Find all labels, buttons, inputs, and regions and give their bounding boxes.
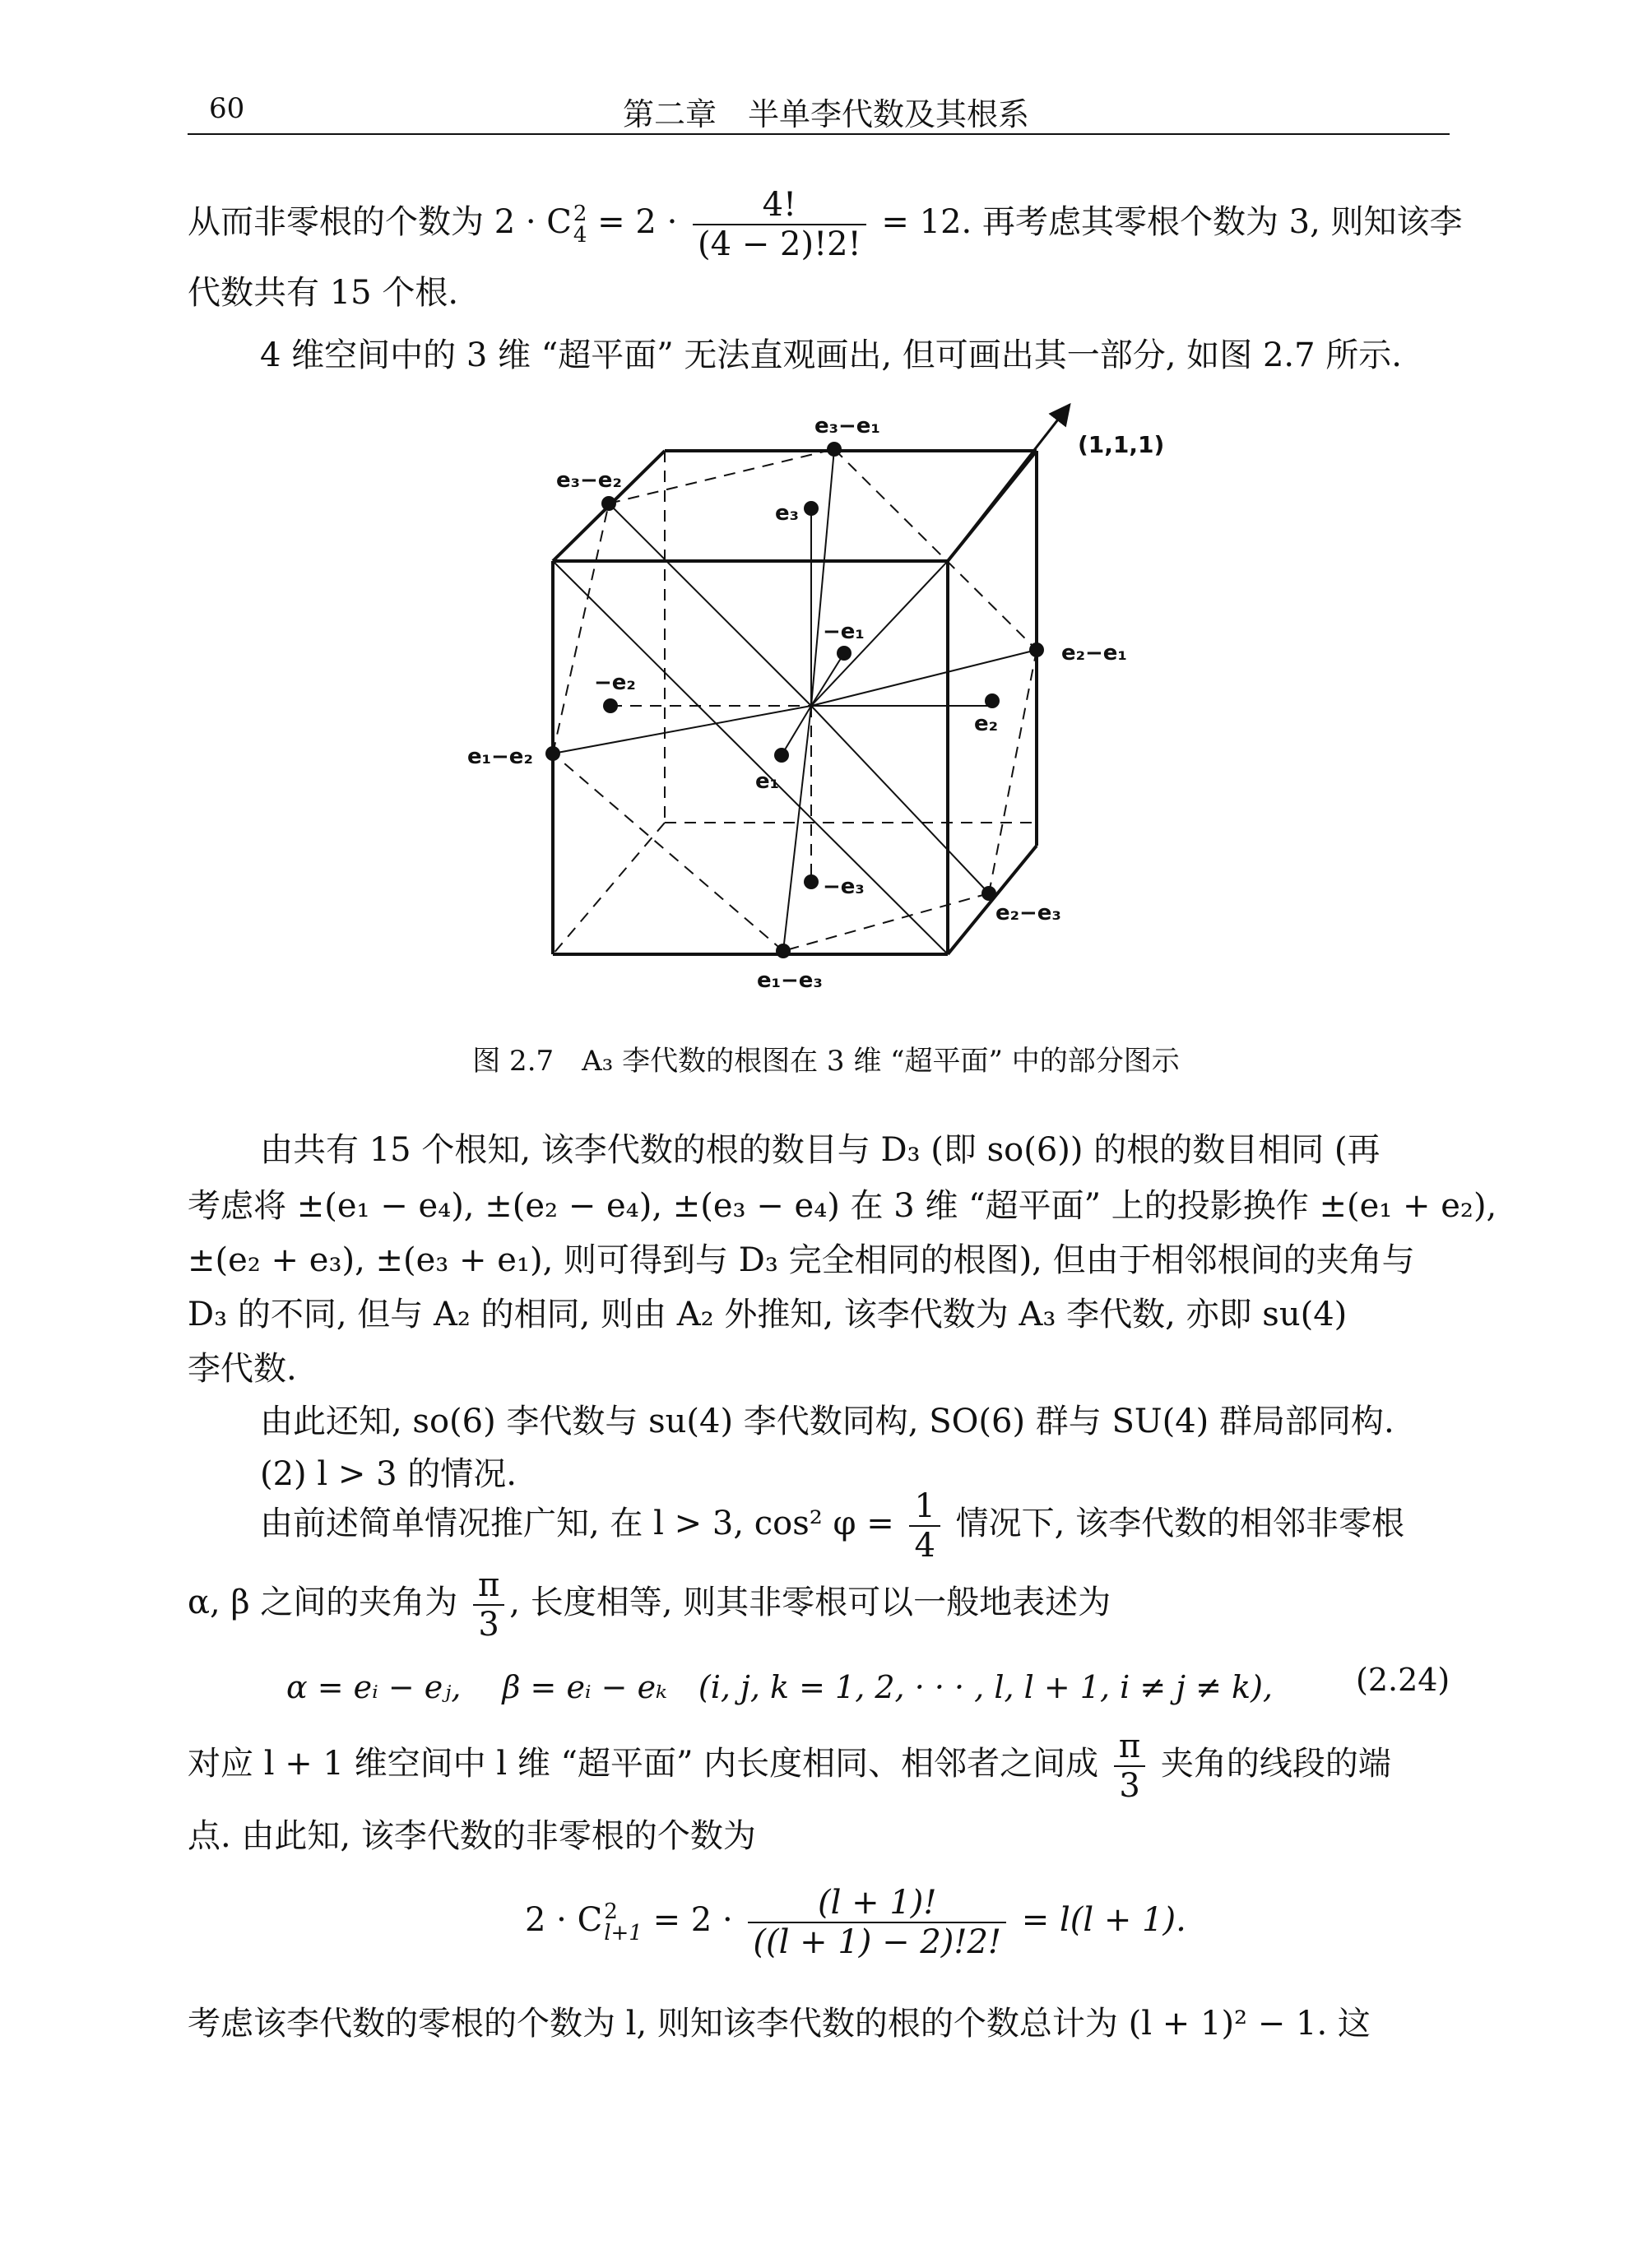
- label-e3-minus-e1: e₃−e₁: [814, 414, 880, 438]
- page-number: 60: [209, 92, 245, 125]
- paragraph-9: 考虑该李代数的零根的个数为 l, 则知该李代数的根的个数总计为 (l + 1)² − 1. 这: [188, 2005, 1371, 2043]
- point-e1-minus-e2: [545, 746, 560, 761]
- point-e2-minus-e3: [981, 886, 996, 901]
- paragraph-1-line-1: 从而非零根的个数为 2 · C 2 4 = 2 · $\frac{4!}{(4 - 2)!2!}$ = 12. 再考虑其零根个数为 3, 则知该李: [188, 186, 1463, 263]
- equation-count: 2 · C 2 l+1 = 2 · $\frac{(l + 1)!}{((l + 1) - 2)!2!}$ = l(l + 1).: [525, 1884, 1186, 1961]
- paragraph-8-line-2: 点. 由此知, 该李代数的非零根的个数为: [188, 1817, 756, 1855]
- point-e3-minus-e2: [601, 496, 616, 511]
- paragraph-4: 由此还知, so(6) 李代数与 su(4) 李代数同构, SO(6) 群与 SU(4) 群局部同构.: [260, 1403, 1394, 1440]
- paragraph-3-line-1: 由共有 15 个根知, 该李代数的根的数目与 D₃ (即 so(6)) 的根的数目相同 (再: [260, 1131, 1381, 1169]
- point-e3-minus-e1: [827, 442, 842, 457]
- paragraph-3-line-2: 考虑将 ±(e₁ − e₄), ±(e₂ − e₄), ±(e₃ − e₄) 在 3 维 “超平面” 上的投影换作 ±(e₁ + e₂),: [188, 1187, 1497, 1225]
- fraction: $\frac{\pi}{3}$: [1114, 1728, 1145, 1805]
- root-diagram-figure: [444, 395, 1201, 1004]
- label-minus-e3: −e₃: [823, 874, 865, 899]
- label-e1-minus-e2: e₁−e₂: [467, 744, 533, 769]
- fraction: $\frac{4!}{(4 - 2)!2!}$: [693, 186, 866, 263]
- label-e3-minus-e2: e₃−e₂: [556, 468, 622, 493]
- paragraph-3-line-3: ±(e₂ + e₃), ±(e₃ + e₁), 则可得到与 D₃ 完全相同的根图), 但由于相邻根间的夹角与: [188, 1241, 1415, 1279]
- paragraph-2: 4 维空间中的 3 维 “超平面” 无法直观画出, 但可画出其一部分, 如图 2.7 所示.: [260, 336, 1402, 374]
- equation-2-24: α = eᵢ − eⱼ, β = eᵢ − eₖ (i, j, k = 1, 2, · · · , l, l + 1, i ≠ j ≠ k),: [286, 1669, 1273, 1705]
- equation-2-24-tag: (2.24): [1356, 1662, 1450, 1698]
- figure-caption: 图 2.7 A₃ 李代数的根图在 3 维 “超平面” 中的部分图示: [472, 1045, 1180, 1078]
- label-e2-minus-e3: e₂−e₃: [995, 901, 1061, 925]
- point-e1-minus-e3: [776, 944, 791, 958]
- paragraph-1-line-2: 代数共有 15 个根.: [188, 274, 459, 312]
- point-e2: [985, 693, 1000, 708]
- label-e2: e₂: [974, 712, 999, 736]
- point-e3: [804, 501, 819, 516]
- paragraph-7: α, β 之间的夹角为 $\frac{\pi}{3}$ , 长度相等, 则其非零根可以一般地表述为: [188, 1566, 1111, 1644]
- fraction: $\frac{\pi}{3}$: [473, 1566, 504, 1644]
- point-e1: [774, 748, 789, 763]
- fraction: $\frac{(l + 1)!}{((l + 1) - 2)!2!}$: [748, 1884, 1006, 1961]
- paragraph-3-line-5: 李代数.: [188, 1350, 297, 1388]
- label-e3: e₃: [775, 501, 800, 526]
- paragraph-6: 由前述简单情况推广知, 在 l > 3, cos² φ = $\frac{1}{4}$ 情况下, 该李代数的相邻非零根: [260, 1487, 1405, 1565]
- paragraph-3-line-4: D₃ 的不同, 但与 A₂ 的相同, 则由 A₂ 外推知, 该李代数为 A₃ 李代数, 亦即 su(4): [188, 1296, 1348, 1333]
- label-minus-e1: −e₁: [823, 619, 865, 644]
- fraction: $\frac{1}{4}$: [909, 1487, 940, 1565]
- point-minus-e3: [804, 874, 819, 889]
- point-minus-e1: [837, 646, 852, 661]
- label-minus-e2: −e₂: [594, 670, 636, 695]
- label-arrow-111: (1,1,1): [1078, 431, 1165, 458]
- header-rule: [188, 133, 1450, 135]
- point-minus-e2: [603, 698, 618, 713]
- chapter-title: 第二章 半单李代数及其根系: [622, 96, 1029, 132]
- label-e2-minus-e1: e₂−e₁: [1061, 641, 1127, 666]
- cube-edges: [553, 451, 1037, 954]
- paragraph-8-line-1: 对应 l + 1 维空间中 l 维 “超平面” 内长度相同、相邻者之间成 $\frac{\pi}{3}$ 夹角的线段的端: [188, 1728, 1391, 1805]
- label-e1-minus-e3: e₁−e₃: [757, 968, 823, 993]
- paragraph-5: (2) l > 3 的情况.: [260, 1455, 517, 1493]
- label-e1: e₁: [755, 769, 780, 794]
- point-e2-minus-e1: [1029, 642, 1044, 657]
